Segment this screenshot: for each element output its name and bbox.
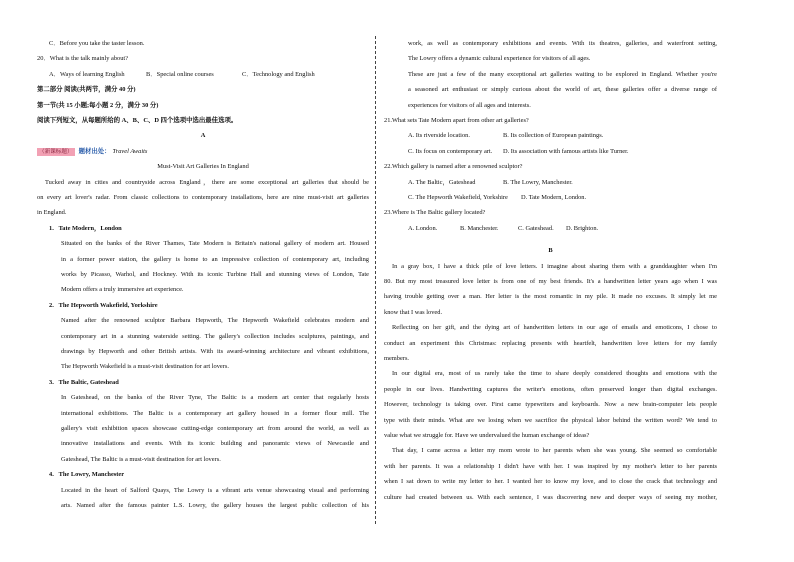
section-one-heading: 第一节(共 15 小题;每小题 2 分，满分 30 分) — [37, 101, 159, 109]
passage-b-line: when I sat down to write my letter to her. I wanted her to know my love, and to close the crack that technology and — [384, 478, 717, 486]
gallery-2-line: The Hepworth Wakefield is a must-visit destination for art lovers. — [61, 363, 229, 371]
gallery-3-line: innovative installations and events. With its iconic building and panoramic views of Newcastle and — [61, 440, 369, 448]
summary-line: a seasoned art enthusiast or simply curious about the world of art, these galleries offer a diverse range of — [408, 86, 717, 94]
passage-b-line: having trouble getting over a man. Her letter is the most romantic in my pile. It made no excuses. It simply let me — [384, 293, 717, 301]
question-23: 23.Where is The Baltic gallery located? — [384, 209, 486, 217]
q21-option-c: C. Its focus on contemporary art. — [408, 147, 493, 155]
question-20: 20．What is the talk mainly about? — [37, 55, 129, 63]
intro-line: on every art lover's radar. From classic collections to contemporary installations, here are nine must-visit art galleries — [37, 194, 369, 202]
q23-option-a: A. London. — [408, 224, 438, 232]
passage-b-line: with her parents. It was a relationship I didn't have with her. I was inspired by my mother's letter to her parents — [384, 462, 717, 470]
passage-b-line: However, technology is taking over. First came typewriters and keyboards. Now a new brain-computer lets people — [384, 401, 717, 409]
gallery-1-line: in a former power station, the gallery is home to an impressive collection of contemporary art, including — [61, 255, 369, 263]
gallery-4-line: Located in the heart of Salford Quays, The Lowry is a vibrant arts venue showcasing visual and performing — [61, 486, 369, 494]
passage-b-line: know that I was loved. — [384, 308, 443, 316]
passage-b-label: B — [548, 247, 553, 255]
right-column — [384, 36, 717, 505]
item-number: 4. — [49, 471, 54, 479]
passage-b-line: That day, I came across a letter my mom wrote to her parents when she was young. She seemed so comfortable — [392, 447, 717, 455]
gallery-3-line: In Gateshead, on the banks of the River Tyne, The Baltic is a modern art center that regularly hosts — [61, 394, 369, 402]
gallery-1-line: works by Picasso, Warhol, and Hockney. With its iconic Turbine Hall and stunning views of London, Tate — [61, 271, 369, 279]
topic-source-value: Travel Awaits — [112, 147, 148, 155]
intro-line: in England. — [37, 209, 67, 217]
passage-b-line: value what we struggle for. Have we undervalued the human exchange of ideas? — [384, 431, 590, 439]
question-22-options-ab — [384, 175, 717, 190]
q22-option-b: B. The Lowry, Manchester. — [503, 178, 573, 186]
gallery-2-line: drawings by Hepworth and other British artists. With its award-winning architecture and vibrant exhibitions, — [61, 348, 369, 356]
topic-row — [37, 144, 369, 159]
gallery-3-heading — [37, 375, 369, 390]
passage-b-line: In our digital era, most of us rarely take the time to share deeply considered thoughts and emotions with the — [392, 370, 717, 378]
q23-option-d: D. Brighton. — [566, 224, 599, 232]
gallery-4-title: The Lowry, Manchester — [58, 471, 125, 479]
gallery-3-line: Gateshead, The Baltic is a must-visit destination for art lovers. — [61, 455, 221, 463]
gallery-4-heading — [37, 467, 369, 482]
q22-option-c: C. The Hepworth Wakefield, Yorkshire — [408, 194, 508, 202]
summary-line: These are just a few of the many exceptional art galleries waiting to be explored in England. Whether you're — [408, 70, 717, 78]
question-21-options-cd — [384, 144, 717, 159]
gallery-3-line: gallery's visit exhibition spaces showcase cutting-edge contemporary art from around the world, as well as — [61, 425, 369, 432]
question-20-options — [37, 67, 369, 82]
q23-option-c: C. Gateshead. — [518, 224, 554, 232]
passage-b-line: culture had created between us. With each sentence, I was discovering new and deeper ways of seeing my mother, — [384, 493, 717, 501]
intro-line: Tucked away in cities and countryside across England，there are some exceptional art galleries that should be — [45, 178, 369, 186]
passage-b-line: 80. But my most treasured love letter is from one of my best friends. It's a handwritten letter years ago when I was — [384, 278, 717, 286]
q22-option-a: A. The Baltic，Gateshead — [408, 178, 476, 186]
q23-option-b: B. Manchester. — [460, 224, 499, 232]
q21-option-d: D. Its association with famous artists like Turner. — [503, 147, 629, 155]
passage-a-label: A — [200, 132, 206, 140]
q22-option-d: D. Tate Modern, London. — [521, 194, 587, 202]
gallery-1-line: Situated on the banks of the River Thames, Tate Modern is Britain's national gallery of modern art. Housed — [61, 240, 369, 248]
question-22-options-cd — [384, 190, 717, 205]
left-column — [37, 36, 369, 513]
passage-b-line: In a gray box, I have a thick pile of love letters. I imagine about sharing them with a granddaughter when I'm — [392, 262, 717, 270]
gallery-4-cont-line: work, as well as contemporary exhibitions and events. With its theatres, galleries, and waterfront setting, — [408, 40, 717, 47]
passage-a-title: Must-Visit Art Galleries In England — [157, 163, 249, 171]
passage-b-line: type with their minds. What are we losing when we sacrifice the physical labor behind the written word? We tend to — [384, 416, 717, 424]
item-number: 2. — [49, 301, 54, 309]
gallery-1-title: Tate Modern，London — [58, 224, 122, 232]
gallery-2-line: contemporary art in a stunning waterside setting. The gallery's collection includes sculptures, paintings, and — [61, 332, 369, 340]
question-21: 21.What sets Tate Modern apart from other art galleries? — [384, 116, 529, 124]
reading-instruction: 阅读下列短文，从每题所给的 A、B、C、D 四个选项中选出最佳选项。 — [37, 117, 238, 125]
question-22: 22.Which gallery is named after a renowned sculptor? — [384, 163, 523, 171]
q19-option-c: C．Before you take the taster lesson. — [49, 40, 145, 47]
gallery-4-cont-line: The Lowry offers a dynamic cultural experience for visitors of all ages. — [408, 55, 591, 63]
item-number: 1. — [49, 224, 54, 232]
summary-line: experiences for visitors of all ages and interests. — [408, 101, 531, 109]
gallery-2-heading — [37, 298, 369, 313]
passage-b-line: people in our lives. Handwriting captures the writer's emotions, often preserved longer than digital exchanges. — [384, 385, 717, 393]
question-23-options — [384, 221, 717, 236]
gallery-4-line: arts. Named after the famous painter L.S. Lowry, the gallery houses the largest public collection of his — [61, 501, 369, 509]
q20-option-c: C．Technology and English — [242, 70, 315, 78]
passage-b-line: members. — [384, 355, 410, 362]
item-number: 3. — [49, 378, 54, 386]
topic-source-label: 题材出处： — [78, 147, 111, 155]
q21-option-b: B. Its collection of European paintings. — [503, 132, 604, 140]
gallery-1-line: Modern offers a truly immersive art experience. — [61, 286, 184, 294]
question-21-options-ab — [384, 128, 717, 143]
part-two-heading: 第二部分 阅读(共两节，满分 40 分) — [37, 86, 136, 94]
gallery-2-title: The Hepworth Wakefield, Yorkshire — [58, 301, 158, 309]
q20-option-b: B．Special online courses — [146, 70, 214, 78]
gallery-2-line: Named after the renowned sculptor Barbara Hepworth, The Hepworth Wakefield celebrates modern and — [61, 317, 369, 325]
column-divider — [375, 36, 376, 524]
gallery-3-title: The Baltic, Gateshead — [58, 378, 119, 386]
passage-b-line: conduct an experiment this Christmas: replacing presents with heartfelt, handwritten love letters for my family — [384, 339, 717, 347]
new-curriculum-tag: （新课标题） — [39, 148, 73, 155]
q21-option-a: A. Its riverside location. — [408, 132, 470, 140]
passage-b-line: Reflecting on her gift, and the dying art of handwritten letters in our age of emails and emoticons, I chose to — [392, 324, 717, 332]
q20-option-a: A．Ways of learning English — [49, 70, 125, 78]
gallery-3-line: international exhibitions. The Baltic is a contemporary art gallery housed in a former flour mill. The — [61, 409, 369, 417]
gallery-1-heading — [37, 221, 369, 236]
